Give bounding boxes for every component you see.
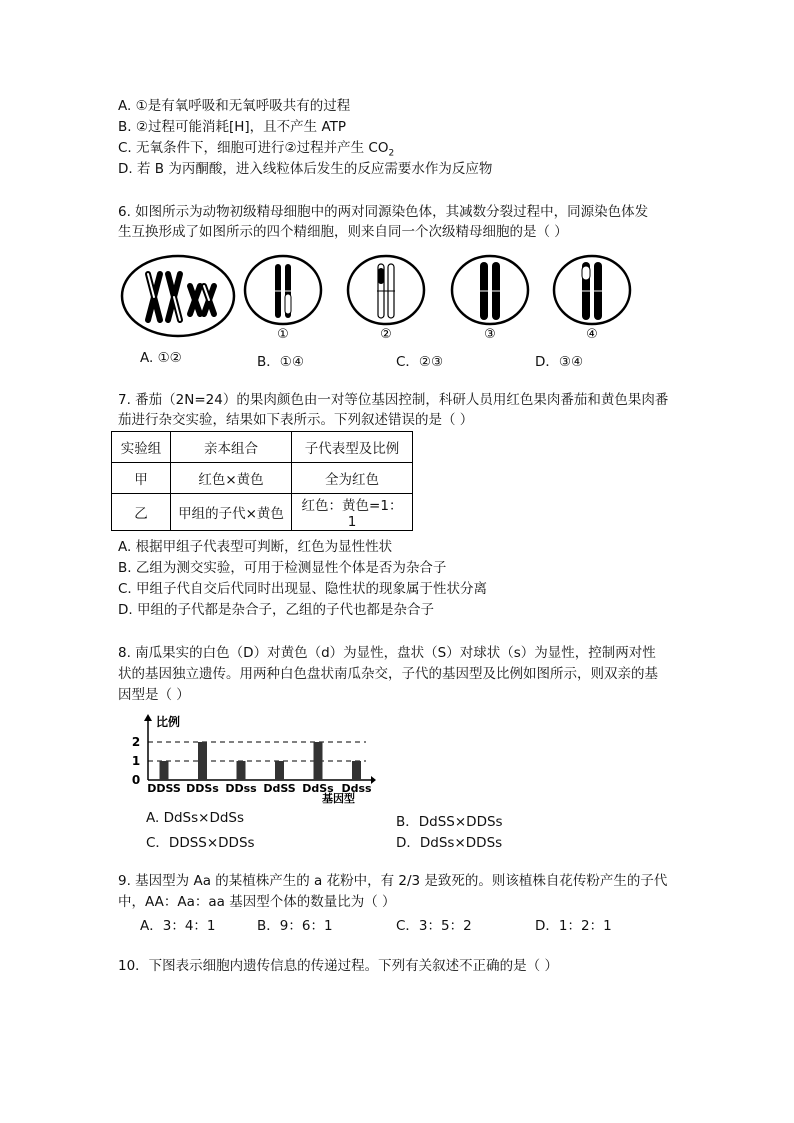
q8-option-b: B．DdSS×DDSs — [396, 814, 503, 830]
q9-stem-line2: 中，AA：Aa：aa 基因型个体的数量比为（ ） — [118, 894, 396, 910]
q7-stem-line1: 7. 番茄（2N=24）的果肉颜色由一对等位基因控制，科研人员用红色果肉番茄和黄色果肉番 — [118, 392, 669, 408]
table-cell: 全为红色 — [292, 463, 413, 494]
cell-label-3: ③ — [484, 327, 496, 342]
primary-spermatocyte — [122, 256, 234, 336]
q9-option-d: D．1：2：1 — [535, 918, 612, 934]
q5-option-a: A. ①是有氧呼吸和无氧呼吸共有的过程 — [118, 98, 351, 114]
x-tick-label: DdSs — [302, 782, 334, 795]
y-tick-label: 1 — [131, 754, 141, 768]
q6-stem-line1: 6. 如图所示为动物初级精母细胞中的两对同源染色体，其减数分裂过程中，同源染色体发 — [118, 204, 649, 220]
cell-label-4: ④ — [586, 327, 598, 342]
y-tick-label: 0 — [131, 773, 141, 787]
sperm-cell-2 — [348, 256, 424, 324]
q6-option-b: B．①④ — [257, 354, 304, 370]
sperm-cell-1 — [245, 256, 321, 324]
bar-ddss — [198, 742, 207, 780]
q8-stem-line2: 状的基因独立遗传。用两种白色盘状南瓜杂交，子代的基因型及比例如图所示，则双亲的基 — [118, 666, 658, 682]
table-row — [112, 463, 413, 494]
q6-option-d: D．③④ — [535, 354, 584, 370]
table-header: 实验组 — [112, 432, 171, 463]
table-header: 子代表型及比例 — [292, 432, 413, 463]
bar-ddss — [237, 761, 246, 780]
sperm-cell-4 — [554, 256, 630, 324]
q8-stem-line3: 因型是（ ） — [118, 687, 190, 703]
sperm-cell-3 — [452, 256, 528, 324]
q5-option-c: C. 无氧条件下，细胞可进行②过程并产生 $CO_2$ — [118, 140, 395, 159]
y-axis-arrow — [144, 714, 152, 721]
bar-ddss — [314, 742, 323, 780]
q7-option-c: C. 甲组子代自交后代同时出现显、隐性状的现象属于性状分离 — [118, 581, 488, 597]
bar-ddss — [160, 761, 169, 780]
q6-stem-line2: 生互换形成了如图所示的四个精细胞，则来自同一个次级精母细胞的是（ ） — [118, 224, 568, 240]
q10-stem: 10．下图表示细胞内遗传信息的传递过程。下列有关叙述不正确的是（ ） — [118, 958, 558, 974]
y-axis-label: 比例 — [156, 715, 181, 729]
q9-option-a: A．3：4：1 — [140, 918, 216, 934]
q9-stem-line1: 9. 基因型为 Aa 的某植株产生的 a 花粉中，有 2/3 是致死的。则该植株自花传粉产生的子代 — [118, 873, 668, 889]
q7-option-b: B. 乙组为测交实验，可用于检测显性个体是否为杂合子 — [118, 560, 447, 576]
q8-option-a: A. DdSs×DdSs — [146, 810, 245, 826]
x-tick-label: Ddss — [341, 782, 372, 795]
q5-option-b: B. ②过程可能消耗[H]，且不产生 ATP — [118, 119, 347, 135]
x-tick-label: DdSS — [263, 782, 296, 795]
q8-option-d: D．DdSs×DDSs — [396, 835, 503, 851]
x-axis-label: 基因型 — [322, 792, 355, 804]
x-tick-label: DDSS — [147, 782, 181, 795]
table-cell: 甲组的子代×黄色 — [171, 494, 292, 531]
q9-option-c: C．3：5：2 — [396, 918, 472, 934]
bar-ddss — [352, 761, 361, 780]
q7-stem-line2: 茄进行杂交实验，结果如下表所示。下列叙述错误的是（ ） — [118, 412, 474, 428]
q7-table — [111, 431, 413, 531]
q6-option-c: C．②③ — [396, 354, 444, 370]
table-header-row — [112, 432, 413, 463]
q8-option-c: C．DDSS×DDSs — [146, 835, 255, 851]
y-tick-label: 2 — [131, 735, 141, 749]
table-header: 亲本组合 — [171, 432, 292, 463]
q8-stem-line1: 8. 南瓜果实的白色（D）对黄色（d）为显性，盘状（S）对球状（s）为显性，控制两对性 — [118, 645, 656, 661]
x-tick-label: DDSs — [186, 782, 219, 795]
x-tick-label: DDss — [225, 782, 257, 795]
x-axis-arrow — [371, 776, 376, 784]
table-cell: 红色：黄色=1：1 — [292, 494, 413, 531]
table-cell: 乙 — [112, 494, 171, 531]
q6-cell-figure — [118, 252, 638, 342]
q7-option-a: A. 根据甲组子代表型可判断，红色为显性性状 — [118, 539, 393, 555]
table-cell: 甲 — [112, 463, 171, 494]
table-row — [112, 494, 413, 531]
q5-option-d: D. 若 B 为丙酮酸，进入线粒体后发生的反应需要水作为反应物 — [118, 161, 493, 177]
table-cell: 红色×黄色 — [171, 463, 292, 494]
q6-option-a: A. ①② — [140, 350, 182, 366]
bar-ddss — [275, 761, 284, 780]
q7-option-d: D. 甲组的子代都是杂合子，乙组的子代也都是杂合子 — [118, 602, 434, 618]
cell-label-2: ② — [380, 327, 392, 342]
q9-option-b: B．9：6：1 — [257, 918, 333, 934]
cell-label-1: ① — [277, 327, 289, 342]
q8-bar-chart — [126, 712, 376, 804]
